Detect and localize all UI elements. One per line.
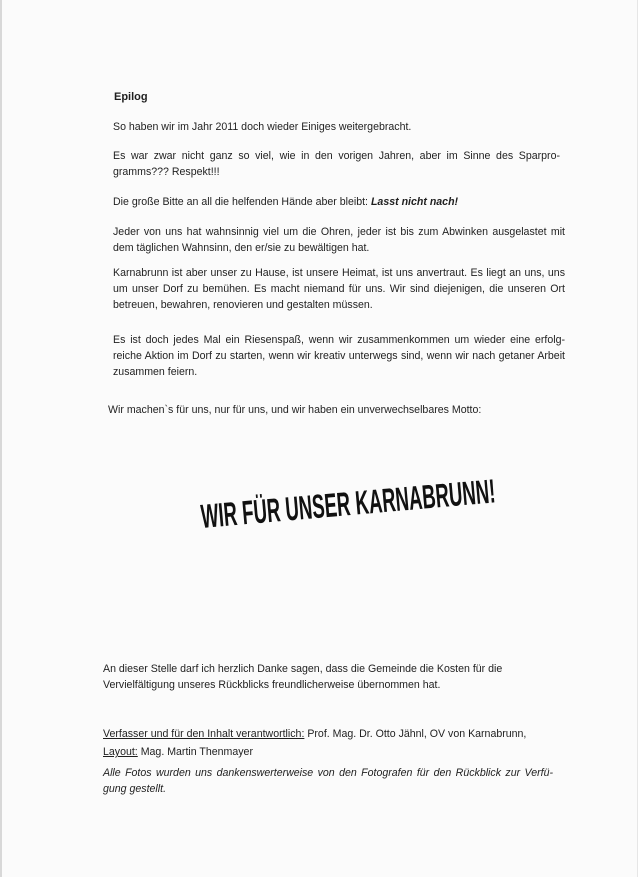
author-label: Verfasser und für den Inhalt verantwortlich: xyxy=(103,728,305,740)
photos-note: Alle Fotos wurden uns dankenswerterweise von den Fotografen für den Rückblick zur Verfü-gung gestellt. xyxy=(103,767,553,795)
motto-banner xyxy=(140,470,520,540)
epilog-heading: Epilog xyxy=(114,91,148,103)
thanks-paragraph: An dieser Stelle darf ich herzlich Danke sagen, dass die Gemeinde die Kosten für die Vervielfältigung unseres Rückblicks freundlicherweise übernommen hat. xyxy=(103,663,503,691)
paragraph-2: Es war zwar nicht ganz so viel, wie in den vorigen Jahren, aber im Sinne des Sparpro-gramms??? Respekt!!! xyxy=(113,150,560,178)
paragraph-3 xyxy=(113,194,560,210)
scan-edge-left xyxy=(0,0,2,877)
motto-graphic xyxy=(140,470,520,540)
paragraph-3-text: Die große Bitte an all die helfenden Hände aber bleibt: xyxy=(113,196,371,208)
paragraph-7: Wir machen`s für uns, nur für uns, und wir haben ein unverwechselbares Motto: xyxy=(108,404,482,416)
credits-layout-line xyxy=(103,744,563,760)
paragraph-5: Karnabrunn ist aber unser zu Hause, ist unsere Heimat, ist uns anvertraut. Es liegt an uns, uns um unser Dorf zu bemühen. Es macht niemand für uns. Wir sind diejenigen, die unseren Ort betreuen, bewahren, renovieren und gestalten müssen. xyxy=(113,267,565,311)
paragraph-4: Jeder von uns hat wahnsinnig viel um die Ohren, jeder ist bis zum Abwinken ausgelastet mit dem täglichen Wahnsinn, den er/sie zu bewältigen hat. xyxy=(113,226,565,254)
credits-author-line xyxy=(103,726,563,742)
motto-text: WIR FÜR UNSER KARNABRUNN! xyxy=(199,471,497,536)
paragraph-3-emphasis: Lasst nicht nach! xyxy=(370,196,459,208)
paragraph-6: Es ist doch jedes Mal ein Riesenspaß, wenn wir zusammenkommen um wieder eine erfolg-reiche Aktion im Dorf zu starten, wenn wir kreativ unterwegs sind, wenn wir nach getaner Arbeit zusammen feiern. xyxy=(113,334,565,378)
layout-value: Mag. Martin Thenmayer xyxy=(137,746,253,758)
layout-label: Layout: xyxy=(103,746,138,758)
author-value: Prof. Mag. Dr. Otto Jähnl, OV von Karnabrunn, xyxy=(304,728,527,740)
paragraph-1: So haben wir im Jahr 2011 doch wieder Einiges weitergebracht. xyxy=(113,121,412,133)
